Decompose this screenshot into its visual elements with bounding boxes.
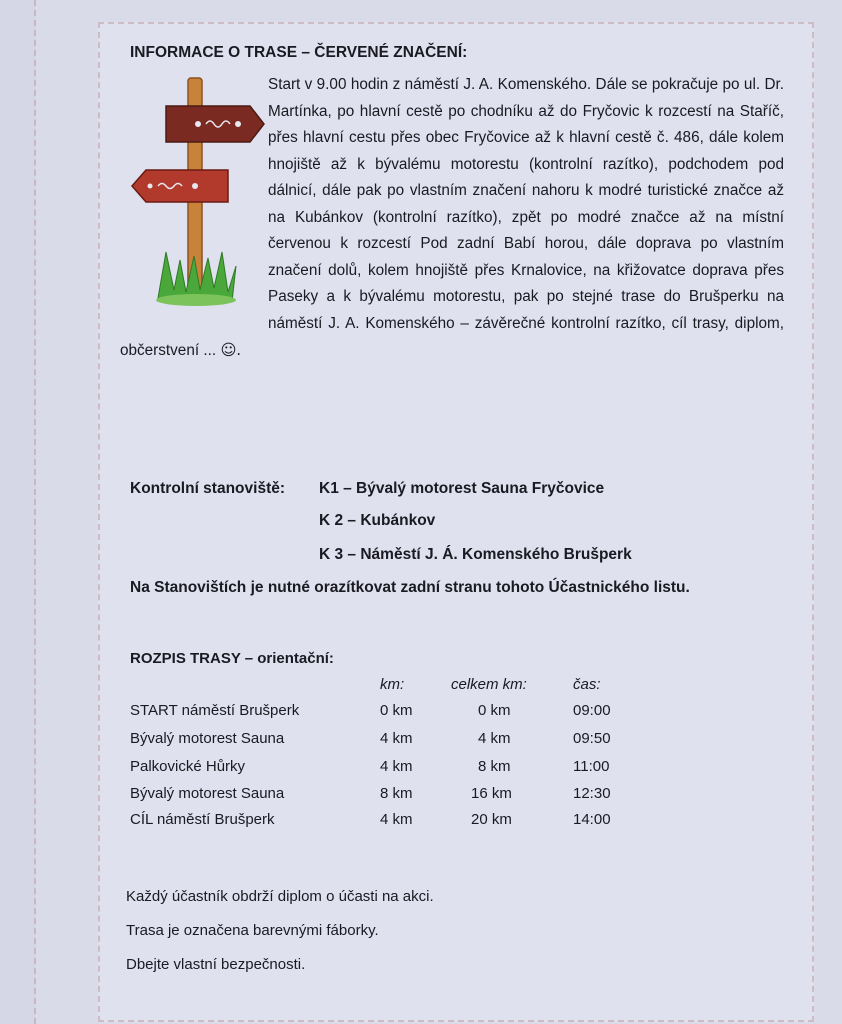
segment-km: 8 km <box>380 785 413 802</box>
column-header: čas: <box>573 676 601 693</box>
total-km: 20 km <box>471 811 512 828</box>
total-km: 0 km <box>478 702 511 719</box>
time: 14:00 <box>573 811 611 828</box>
checkpoint-item: K 2 – Kubánkov <box>319 512 436 529</box>
stamp-note: Na Stanovištích je nutné orazítkovat zadní stranu tohoto Účastnického listu. <box>130 579 690 596</box>
footer-notes <box>126 880 434 982</box>
smiley-icon: ☺. <box>220 341 242 359</box>
footer-note: Dbejte vlastní bezpečnosti. <box>126 956 306 973</box>
footer-note: Trasa je označena barevnými fáborky. <box>126 922 379 939</box>
stop-name: Bývalý motorest Sauna <box>130 785 285 802</box>
footer-note: Každý účastník obdrží diplom o účasti na akci. <box>126 888 434 905</box>
adjacent-page-edge <box>0 0 36 1024</box>
column-header: celkem km: <box>451 676 527 693</box>
total-km: 8 km <box>478 758 511 775</box>
time: 09:50 <box>573 730 611 747</box>
segment-km: 4 km <box>380 758 413 775</box>
segment-km: 4 km <box>380 730 413 747</box>
stop-name: Palkovické Hůrky <box>130 758 246 775</box>
time: 12:30 <box>573 785 611 802</box>
total-km: 4 km <box>478 730 511 747</box>
page-title: INFORMACE O TRASE – ČERVENÉ ZNAČENÍ: <box>130 44 468 61</box>
time: 11:00 <box>573 758 610 775</box>
route-schedule-title: ROZPIS TRASY – orientační: <box>130 650 334 667</box>
column-header: km: <box>380 676 405 693</box>
total-km: 16 km <box>471 785 512 802</box>
route-description: Start v 9.00 hodin z náměstí J. A. Komenského. Dále se pokračuje po ul. Dr. Martínka, po hlavní cestě po chodníku až do Fryčovic k rozcestí na Staříč, přes hlavní cestu přes obec Fryčovice až k hlavní cestě č. 486, dále kolem hnojiště až k bývalému motorestu (kontrolní razítko), podchodem pod dálnicí, dále pak po vlastním značení nahoru k modré turistické značce až na Kubánkov (kontrolní razítko), zpět po modré značce až na místní červenou k rozcestí Pod zadní Babí horou, dále doprava po vlastním značení dolů, kolem hnojiště přes Krnalovice, na křižovatce doprava přes Paseky a k bývalému motorestu, pak po stejné trase do Brušperku na náměstí J. A. Komenského – závěrečné kontrolní razítko, cíl trasy, diplom, občerstvení ... ☺. <box>120 76 784 359</box>
stop-name: START náměstí Brušperk <box>130 702 300 719</box>
time: 09:00 <box>573 702 611 719</box>
checkpoint-item: K 3 – Náměstí J. Á. Komenského Brušperk <box>319 546 632 563</box>
checkpoint-item: K1 – Bývalý motorest Sauna Fryčovice <box>319 480 605 497</box>
stop-name: CÍL náměstí Brušperk <box>130 811 275 828</box>
stop-name: Bývalý motorest Sauna <box>130 730 285 747</box>
segment-km: 0 km <box>380 702 413 719</box>
checkpoints-label: Kontrolní stanoviště: <box>130 480 286 497</box>
segment-km: 4 km <box>380 811 413 828</box>
